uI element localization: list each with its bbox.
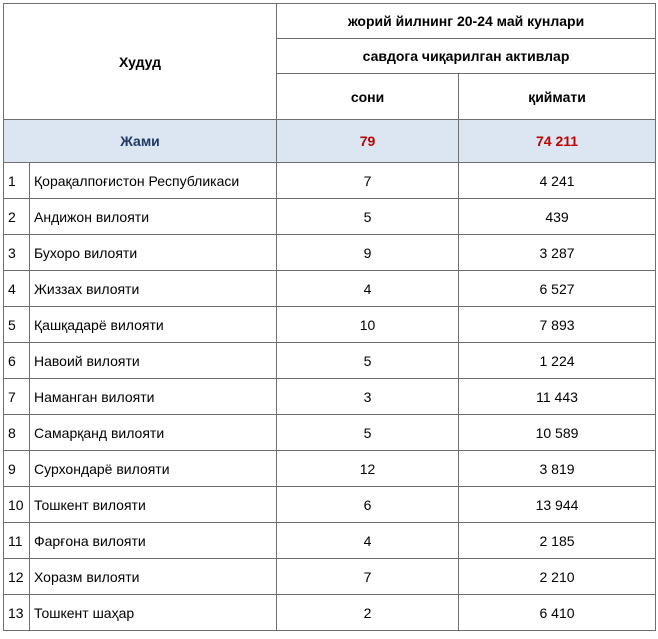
asset-count: 12 (277, 451, 459, 487)
row-number: 9 (4, 451, 30, 487)
asset-count: 5 (277, 343, 459, 379)
row-number: 5 (4, 307, 30, 343)
region-name: Сурхондарё вилояти (30, 451, 277, 487)
asset-count: 4 (277, 271, 459, 307)
asset-value: 3 287 (459, 235, 656, 271)
table-row (4, 451, 656, 487)
row-number: 2 (4, 199, 30, 235)
table-row (4, 199, 656, 235)
asset-value: 439 (459, 199, 656, 235)
count-header: сони (277, 74, 459, 120)
row-number: 6 (4, 343, 30, 379)
region-name: Жиззах вилояти (30, 271, 277, 307)
asset-value: 2 185 (459, 523, 656, 559)
region-header: Худуд (4, 4, 277, 120)
row-number: 4 (4, 271, 30, 307)
region-name: Қорақалпоғистон Республикаси (30, 163, 277, 199)
row-number: 8 (4, 415, 30, 451)
table-row (4, 595, 656, 631)
table-body (4, 120, 656, 631)
total-label: Жами (4, 120, 277, 163)
asset-value: 2 210 (459, 559, 656, 595)
table-row (4, 163, 656, 199)
asset-value: 6 410 (459, 595, 656, 631)
asset-count: 6 (277, 487, 459, 523)
region-name: Самарқанд вилояти (30, 415, 277, 451)
total-value: 74 211 (459, 120, 656, 163)
row-number: 1 (4, 163, 30, 199)
table-row (4, 343, 656, 379)
asset-value: 13 944 (459, 487, 656, 523)
asset-count: 9 (277, 235, 459, 271)
asset-count: 2 (277, 595, 459, 631)
table-row (4, 235, 656, 271)
value-header: қиймати (459, 74, 656, 120)
period-header: жорий йилнинг 20-24 май кунлари (277, 4, 656, 39)
region-name: Тошкент шаҳар (30, 595, 277, 631)
table-row (4, 415, 656, 451)
assets-table (3, 3, 656, 631)
total-row (4, 120, 656, 163)
table-row (4, 523, 656, 559)
row-number: 11 (4, 523, 30, 559)
region-name: Андижон вилояти (30, 199, 277, 235)
asset-count: 7 (277, 559, 459, 595)
table-header (4, 4, 656, 120)
row-number: 12 (4, 559, 30, 595)
asset-value: 3 819 (459, 451, 656, 487)
row-number: 13 (4, 595, 30, 631)
region-name: Фарғона вилояти (30, 523, 277, 559)
region-name: Бухоро вилояти (30, 235, 277, 271)
asset-value: 6 527 (459, 271, 656, 307)
region-name: Қашқадарё вилояти (30, 307, 277, 343)
table-row (4, 487, 656, 523)
asset-count: 3 (277, 379, 459, 415)
table-row (4, 559, 656, 595)
asset-count: 7 (277, 163, 459, 199)
total-count: 79 (277, 120, 459, 163)
row-number: 3 (4, 235, 30, 271)
table-row (4, 307, 656, 343)
region-name: Тошкент вилояти (30, 487, 277, 523)
table-row (4, 271, 656, 307)
asset-count: 4 (277, 523, 459, 559)
table-row (4, 379, 656, 415)
region-name: Хоразм вилояти (30, 559, 277, 595)
asset-count: 10 (277, 307, 459, 343)
asset-count: 5 (277, 415, 459, 451)
region-name: Навоий вилояти (30, 343, 277, 379)
asset-value: 4 241 (459, 163, 656, 199)
asset-value: 7 893 (459, 307, 656, 343)
asset-value: 1 224 (459, 343, 656, 379)
asset-count: 5 (277, 199, 459, 235)
row-number: 7 (4, 379, 30, 415)
asset-value: 10 589 (459, 415, 656, 451)
region-name: Наманган вилояти (30, 379, 277, 415)
row-number: 10 (4, 487, 30, 523)
asset-value: 11 443 (459, 379, 656, 415)
assets-group-header: савдога чиқарилган активлар (277, 39, 656, 74)
